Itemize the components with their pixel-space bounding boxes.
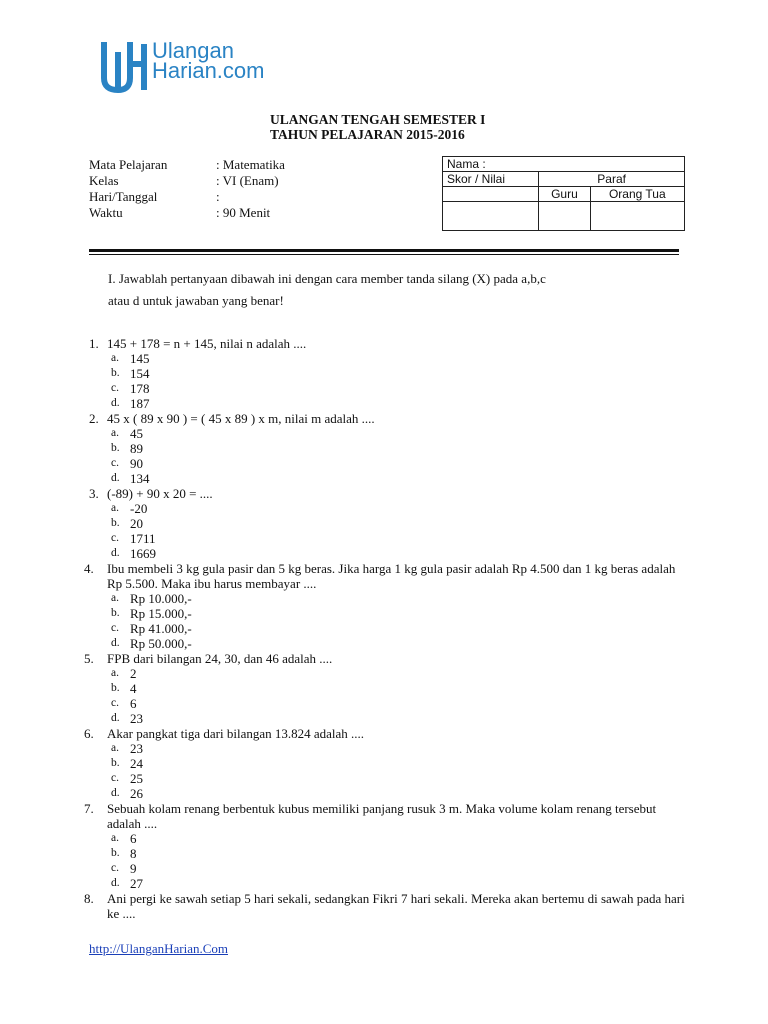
option-text: 4	[130, 681, 137, 696]
option-d[interactable]	[111, 786, 688, 801]
info-label: Hari/Tanggal	[89, 189, 158, 204]
option-text: 24	[130, 756, 143, 771]
option-text: -20	[130, 501, 148, 516]
option-text: 8	[130, 846, 137, 861]
option-c[interactable]	[111, 456, 688, 471]
option-c[interactable]	[111, 696, 688, 711]
question-text: Ani pergi ke sawah setiap 5 hari sekali, sedangkan Fikri 7 hari sekali. Mereka akan bertemu di sawah pada hari ke ....	[107, 891, 685, 921]
guru-cell: Guru	[539, 187, 590, 202]
option-text: 6	[130, 696, 137, 711]
option-c[interactable]	[111, 381, 688, 396]
option-letter: b.	[111, 442, 120, 454]
logo-text-line1: Ulangan	[152, 38, 234, 63]
exam-info	[89, 157, 419, 221]
signature-table	[442, 156, 685, 231]
info-label: Mata Pelajaran	[89, 157, 168, 172]
option-letter: c.	[111, 382, 119, 394]
option-c[interactable]	[111, 771, 688, 786]
logo-text-line2: Harian.com	[152, 58, 265, 83]
header-divider-thin	[89, 254, 679, 255]
option-text: 2	[130, 666, 137, 681]
info-row-class	[89, 173, 419, 189]
question-number: 5.	[84, 651, 94, 666]
question-3	[88, 486, 688, 561]
question-8	[84, 891, 688, 921]
orang-tua-sign-cell	[590, 202, 684, 231]
question-5	[84, 651, 688, 726]
option-b[interactable]	[111, 606, 688, 621]
instruction-line1: I. Jawablah pertanyaan dibawah ini dengan cara member tanda silang (X) pada a,b,c	[108, 271, 546, 286]
option-letter: c.	[111, 622, 119, 634]
option-letter: b.	[111, 757, 120, 769]
option-text: 9	[130, 861, 137, 876]
name-cell: Nama :	[443, 157, 685, 172]
question-number: 1.	[89, 336, 99, 351]
option-a[interactable]	[111, 426, 688, 441]
option-letter: c.	[111, 532, 119, 544]
question-text: FPB dari bilangan 24, 30, dan 46 adalah ....	[107, 651, 333, 666]
option-letter: c.	[111, 862, 119, 874]
option-a[interactable]	[111, 741, 688, 756]
option-letter: d.	[111, 787, 120, 799]
score-blank-cell	[443, 187, 539, 202]
question-text: (-89) + 90 x 20 = ....	[107, 486, 213, 501]
question-text: 45 x ( 89 x 90 ) = ( 45 x 89 ) x m, nilai m adalah ....	[107, 411, 375, 426]
option-letter: b.	[111, 517, 120, 529]
option-letter: d.	[111, 547, 120, 559]
question-number: 2.	[89, 411, 99, 426]
option-a[interactable]	[111, 831, 688, 846]
option-text: 187	[130, 396, 150, 411]
option-letter: d.	[111, 637, 120, 649]
info-row-subject	[89, 157, 419, 173]
orang-tua-cell: Orang Tua	[590, 187, 684, 202]
option-letter: d.	[111, 712, 120, 724]
question-1	[88, 336, 688, 411]
question-text: 145 + 178 = n + 145, nilai n adalah ....	[107, 336, 307, 351]
option-b[interactable]	[111, 681, 688, 696]
option-text: 25	[130, 771, 143, 786]
option-letter: a.	[111, 427, 119, 439]
option-c[interactable]	[111, 531, 688, 546]
option-text: 1669	[130, 546, 156, 561]
info-label: Kelas	[89, 173, 119, 188]
option-d[interactable]	[111, 471, 688, 486]
question-number: 4.	[84, 561, 94, 576]
option-b[interactable]	[111, 441, 688, 456]
question-4	[84, 561, 688, 651]
option-letter: a.	[111, 667, 119, 679]
option-text: 27	[130, 876, 143, 891]
option-text: Rp 10.000,-	[130, 591, 192, 606]
option-letter: a.	[111, 502, 119, 514]
header-divider-thick	[89, 249, 679, 252]
paraf-cell: Paraf	[539, 172, 685, 187]
option-b[interactable]	[111, 756, 688, 771]
option-letter: a.	[111, 742, 119, 754]
option-letter: a.	[111, 832, 119, 844]
option-text: 23	[130, 741, 143, 756]
question-text: Akar pangkat tiga dari bilangan 13.824 adalah ....	[107, 726, 365, 741]
option-d[interactable]	[111, 711, 688, 726]
score-cell: Skor / Nilai	[443, 172, 539, 187]
info-row-date	[89, 189, 419, 205]
question-7	[84, 801, 688, 891]
option-letter: b.	[111, 847, 120, 859]
option-text: 145	[130, 351, 150, 366]
option-text: 154	[130, 366, 150, 381]
option-a[interactable]	[111, 351, 688, 366]
info-label: Waktu	[89, 205, 123, 220]
option-b[interactable]	[111, 516, 688, 531]
option-letter: a.	[111, 352, 119, 364]
option-letter: a.	[111, 592, 119, 604]
info-row-time	[89, 205, 419, 221]
question-number: 6.	[84, 726, 94, 741]
option-text: 178	[130, 381, 150, 396]
question-6	[84, 726, 688, 801]
info-value: : VI (Enam)	[216, 173, 279, 188]
option-text: 90	[130, 456, 143, 471]
option-letter: b.	[111, 367, 120, 379]
option-letter: b.	[111, 607, 120, 619]
option-text: Rp 41.000,-	[130, 621, 192, 636]
option-letter: d.	[111, 472, 120, 484]
question-list	[84, 336, 688, 921]
option-text: 89	[130, 441, 143, 456]
option-b[interactable]	[111, 366, 688, 381]
option-text: 20	[130, 516, 143, 531]
option-b[interactable]	[111, 846, 688, 861]
question-number: 3.	[89, 486, 99, 501]
guru-sign-cell	[539, 202, 590, 231]
option-d[interactable]	[111, 876, 688, 891]
option-d[interactable]	[111, 636, 688, 651]
question-2	[88, 411, 688, 486]
question-text: Ibu membeli 3 kg gula pasir dan 5 kg beras. Jika harga 1 kg gula pasir adalah Rp 4.500 dan 1 kg beras adalah Rp 5.500. Maka ibu harus membayar ....	[107, 561, 676, 591]
site-logo[interactable]	[100, 38, 330, 96]
option-letter: b.	[111, 682, 120, 694]
option-letter: c.	[111, 772, 119, 784]
option-a[interactable]	[111, 501, 688, 516]
option-letter: c.	[111, 697, 119, 709]
option-c[interactable]	[111, 621, 688, 636]
option-text: 45	[130, 426, 143, 441]
option-letter: d.	[111, 397, 120, 409]
option-text: 1711	[130, 531, 156, 546]
question-text: Sebuah kolam renang berbentuk kubus memiliki panjang rusuk 3 m. Maka volume kolam renang tersebut adalah ....	[107, 801, 657, 831]
option-a[interactable]	[111, 591, 688, 606]
option-d[interactable]	[111, 396, 688, 411]
option-letter: d.	[111, 877, 120, 889]
logo-mark-icon	[100, 38, 152, 94]
option-text: 6	[130, 831, 137, 846]
score-value-cell	[443, 202, 539, 231]
info-value: :	[216, 189, 220, 204]
info-value: : Matematika	[216, 157, 285, 172]
footer-link[interactable]: http://UlanganHarian.Com	[89, 941, 229, 956]
option-c[interactable]	[111, 861, 688, 876]
option-text: 26	[130, 786, 143, 801]
question-number: 8.	[84, 891, 94, 906]
option-letter: c.	[111, 457, 119, 469]
question-number: 7.	[84, 801, 94, 816]
option-d[interactable]	[111, 546, 688, 561]
option-text: Rp 50.000,-	[130, 636, 192, 651]
option-text: 134	[130, 471, 150, 486]
option-a[interactable]	[111, 666, 688, 681]
exam-title: ULANGAN TENGAH SEMESTER I	[270, 112, 486, 127]
option-text: 23	[130, 711, 143, 726]
instruction-line2: atau d untuk jawaban yang benar!	[108, 293, 284, 308]
info-value: : 90 Menit	[216, 205, 271, 220]
exam-year: TAHUN PELAJARAN 2015-2016	[270, 127, 465, 142]
option-text: Rp 15.000,-	[130, 606, 192, 621]
